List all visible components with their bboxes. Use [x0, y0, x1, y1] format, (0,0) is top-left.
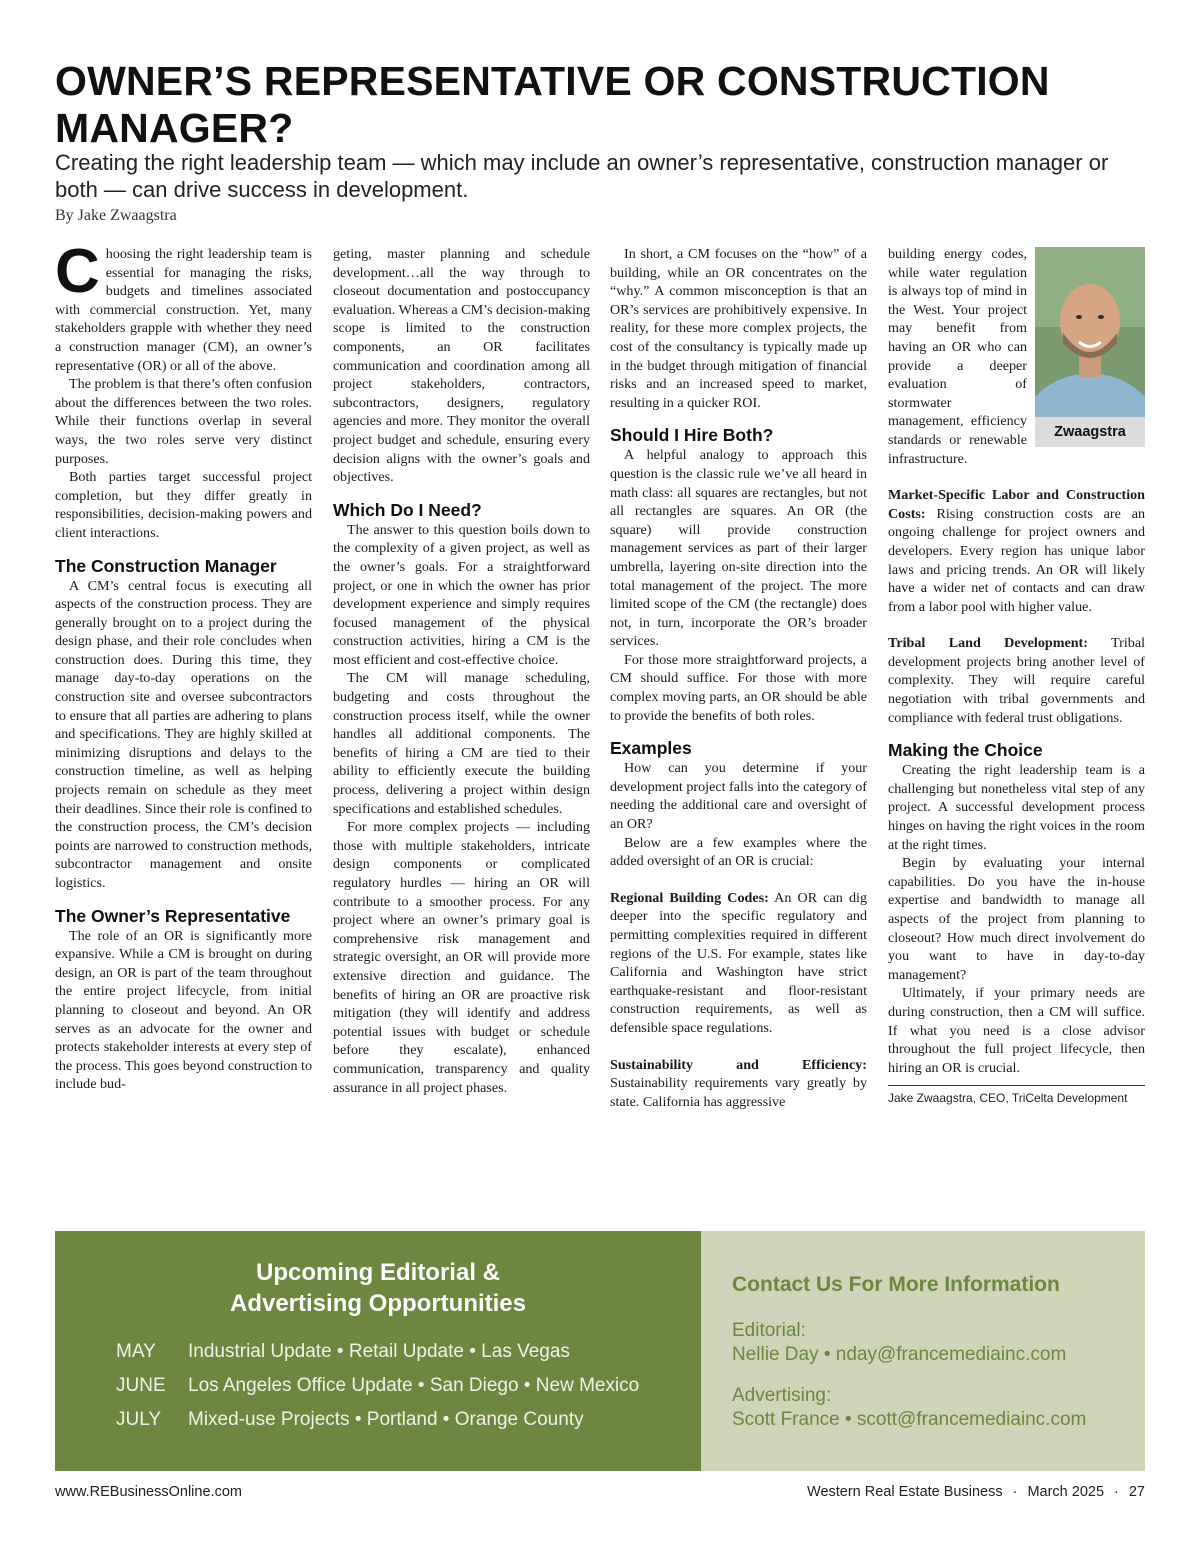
- schedule-topics: Mixed-use Projects • Portland • Orange County: [188, 1409, 584, 1430]
- example-sustainability: [610, 1056, 867, 1112]
- editorial-schedule: [116, 1339, 639, 1441]
- paragraph: Begin by evaluating your internal capabilities. Do you have the in-house expertise and bandwidth to manage all aspects of the project from planning to closeout? How much direct involvement do you want to have in day-to-day management?: [888, 855, 1145, 983]
- paragraph: Below are a few examples where the added oversight of an OR is crucial:: [610, 834, 867, 870]
- contact-panel: [701, 1231, 1145, 1471]
- page-number: 27: [1128, 1484, 1145, 1500]
- issue-date: March 2025: [1027, 1484, 1105, 1500]
- editorial-calendar-panel: [55, 1231, 701, 1471]
- paragraph: Both parties target successful project completion, but they differ greatly in responsibilities, decision-making powers and client interactions.: [55, 469, 312, 541]
- author-photo: [1035, 247, 1145, 447]
- intro-paragraph: [55, 245, 312, 375]
- drop-cap: C: [55, 245, 100, 306]
- schedule-month: MAY: [116, 1341, 156, 1362]
- separator: ·: [1114, 1484, 1119, 1500]
- deck: Creating the right leadership team — which may include an owner’s representative, construction manager or both — can drive success in development.: [55, 150, 1109, 202]
- paragraph: The answer to this question boils down to the complexity of a given project, as well as the owner’s goals. For a straightforward project, or one in which the owner has prior development experience and simply requires focused management of the physical construction activities, hiring a CM is the most efficient and cost-effective choice.: [333, 521, 590, 668]
- paragraph: Ultimately, if your primary needs are during construction, then a CM will suffice. If what you need is a close advisor throughout the full project lifecycle, then hiring an OR is crucial.: [888, 985, 1145, 1076]
- subhead-construction-manager: The Construction Manager: [55, 555, 277, 576]
- promo-banner: [55, 1231, 1145, 1471]
- headline: OWNER’S REPRESENTATIVE OR CONSTRUCTION MANAGER?: [55, 58, 1050, 151]
- title-line: Advertising Opportunities: [229, 1290, 526, 1317]
- example-lead: Sustainability and Efficiency:: [610, 1056, 867, 1073]
- paragraph: Creating the right leadership team is a challenging but nonetheless vital step of any project. A successful development process hinges on having the right voices in the room at the right times.: [888, 762, 1145, 853]
- editorial-contact: [732, 1319, 1066, 1367]
- byline: By Jake Zwaagstra: [55, 207, 177, 224]
- schedule-month: JUNE: [116, 1375, 166, 1396]
- footer-website-link[interactable]: www.REBusinessOnline.com: [55, 1484, 242, 1500]
- schedule-topics: Los Angeles Office Update • San Diego • New Mexico: [188, 1375, 640, 1396]
- paragraph: The role of an OR is significantly more expansive. While a CM is brought on during design, an OR is part of the team throughout the entire project lifecycle, from initial planning to closeout and beyond. An OR serves as an advocate for the owner and protects stakeholder interests at every step of the process. This goes beyond construction to include bud-: [55, 927, 312, 1093]
- paragraph: In short, a CM focuses on the “how” of a building, while an OR concentrates on the “why.” A common misconception is that an OR’s services are prohibitively expensive. In reality, for these more complex projects, the cost of the consultancy is typically made up in the budget through mitigation of financial risks and an increased speed to market, resulting in a quicker ROI.: [610, 246, 867, 411]
- example-lead: Regional Building Codes:: [610, 889, 769, 906]
- title-line: Upcoming Editorial &: [255, 1259, 500, 1286]
- example-text: Rising construction costs are an ongoing challenge for project owners and developers. Every region has unique labor laws and pricing trends. An OR will likely have a wider net of contacts and can draw from a labor pool with higher value.: [888, 505, 1145, 615]
- schedule-month: JULY: [116, 1409, 162, 1430]
- example-regional-codes: [610, 889, 867, 1038]
- subhead-which-do-i-need: Which Do I Need?: [333, 499, 482, 520]
- schedule-row: [116, 1339, 639, 1373]
- intro-text: hoosing the right leadership team is essential for managing the risks, budgets and timelines associated with commercial construction. Yet, many stakeholders grapple with whether they need a construction manager (CM), an owner’s representative (OR) or all of the above.: [55, 246, 312, 374]
- paragraph: geting, master planning and schedule development…all the way through to closeout documentation and postoccupancy evaluation. Whereas a CM’s decision-making scope is limited to the construction components, an OR facilitates communication and coordination among all project stakeholders, contractors, subcontractors, designers, regulatory agencies and more. They monitor the overall project budget and schedule, ensuring every decision aligns with the owner’s goals and objectives.: [333, 246, 590, 486]
- schedule-topics: Industrial Update • Retail Update • Las Vegas: [188, 1341, 570, 1362]
- schedule-row: [116, 1407, 639, 1441]
- author-bio-divider: [888, 1085, 1145, 1106]
- paragraph: A CM’s central focus is executing all aspects of the construction process. They are generally brought on to a project during the design phase, and their role concludes when construction does. During this time, they manage day-to-day operations on the construction site and oversee subcontractors to ensure that all parties are adhering to plans and specifications. They are highly skilled at minimizing disruptions and delays to the construction timeline, as well as helping projects remain on schedule as they meet their deadlines. Since their role is confined to the construction process, the CM’s decision points are narrowed to construction methods, subcontractor management and onsite logistics.: [55, 577, 312, 891]
- paragraph: How can you determine if your development project falls into the category of needing the additional care and oversight of an OR?: [610, 760, 867, 833]
- paragraph: The CM will manage scheduling, budgeting and costs throughout the construction process itself, while the owner handles all additional components. The benefits of hiring a CM are tied to their ability to efficiently execute the building process, delivering a project within design specifications and established schedules.: [333, 670, 590, 817]
- example-text: An OR can dig deeper into the specific regulatory and permitting complexities required in different regions of the U.S. For example, states like California and Washington have strict earthquake-resistant and floor-resistant construction requirements, as well as defensible space regulations.: [610, 889, 867, 1036]
- subhead-should-i-hire-both: Should I Hire Both?: [610, 425, 774, 446]
- author-bio: Jake Zwaagstra, CEO, TriCelta Development: [888, 1091, 1128, 1106]
- example-lead: Tribal Land Development:: [888, 635, 1088, 652]
- example-labor-costs: [888, 486, 1145, 616]
- editorial-label: Editorial:: [732, 1320, 806, 1341]
- advertising-contact: [732, 1384, 1086, 1432]
- paragraph: For those more straightforward projects, a CM should suffice. For those with more complex moving parts, an OR should be able to provide the benefits of both roles.: [610, 651, 867, 724]
- example-text: Sustainability requirements vary greatly by state. California has aggressive: [610, 1075, 867, 1110]
- editorial-email-link[interactable]: Nellie Day • nday@francemediainc.com: [732, 1344, 1067, 1365]
- subhead-examples: Examples: [610, 738, 692, 759]
- article-column-4: [888, 245, 1145, 1215]
- paragraph: building energy codes, while water regulation is always top of mind in the West. Your project may benefit from having an OR who can provide a deeper evaluation of stormwater management, efficiency standards or renewable infrastructure.: [888, 246, 1027, 467]
- footer-folio: [807, 1484, 1145, 1500]
- paragraph: A helpful analogy to approach this question is the classic rule we’ve all heard in math class: all squares are rectangles, but not all rectangles are squares. An OR (the square) will provide construction management services as part of their larger umbrella, layering on-site direction into the total management of the project. The more limited scope of the CM (the rectangle) does not, in turn, incorporate the OR’s broader services.: [610, 447, 867, 650]
- example-text: Tribal development projects bring another level of complexity. They will require careful negotiation with tribal governments and compliance with federal trust obligations.: [888, 635, 1145, 726]
- paragraph: For more complex projects — including those with multiple stakeholders, intricate design components or complicated regulatory hurdles — hiring an OR will contribute to a smoother process. For any project where an owner’s primary goal is comprehensive risk management and strategic oversight, an OR will provide more extensive direction and guidance. The benefits of hiring an OR are proactive risk mitigation (they will identify and address potential issues with budget or schedule before they escalate), enhanced communication, transparency and quality assurance in all project phases.: [333, 819, 590, 1096]
- editorial-calendar-title: [55, 1257, 701, 1319]
- schedule-row: [116, 1373, 639, 1407]
- separator: ·: [1012, 1484, 1018, 1500]
- article-column-1: [55, 245, 312, 1215]
- example-tribal-land: [888, 634, 1145, 727]
- contact-title: Contact Us For More Information: [732, 1273, 1060, 1296]
- article-column-2: [333, 245, 590, 1215]
- publication-name: Western Real Estate Business: [807, 1484, 1003, 1500]
- subhead-owners-representative: The Owner’s Representative: [55, 905, 291, 926]
- paragraph: The problem is that there’s often confusion about the differences between the two roles. While their functions overlap in several ways, the two roles serve very distinct purposes.: [55, 376, 312, 467]
- advertising-email-link[interactable]: Scott France • scott@francemediainc.com: [732, 1409, 1087, 1430]
- example-lead: Market-Specific Labor and Construction Costs:: [888, 487, 1145, 522]
- photo-caption: Zwaagstra: [1035, 417, 1145, 447]
- advertising-label: Advertising:: [732, 1385, 832, 1406]
- subhead-making-the-choice: Making the Choice: [888, 740, 1043, 761]
- article-column-3: [610, 245, 867, 1215]
